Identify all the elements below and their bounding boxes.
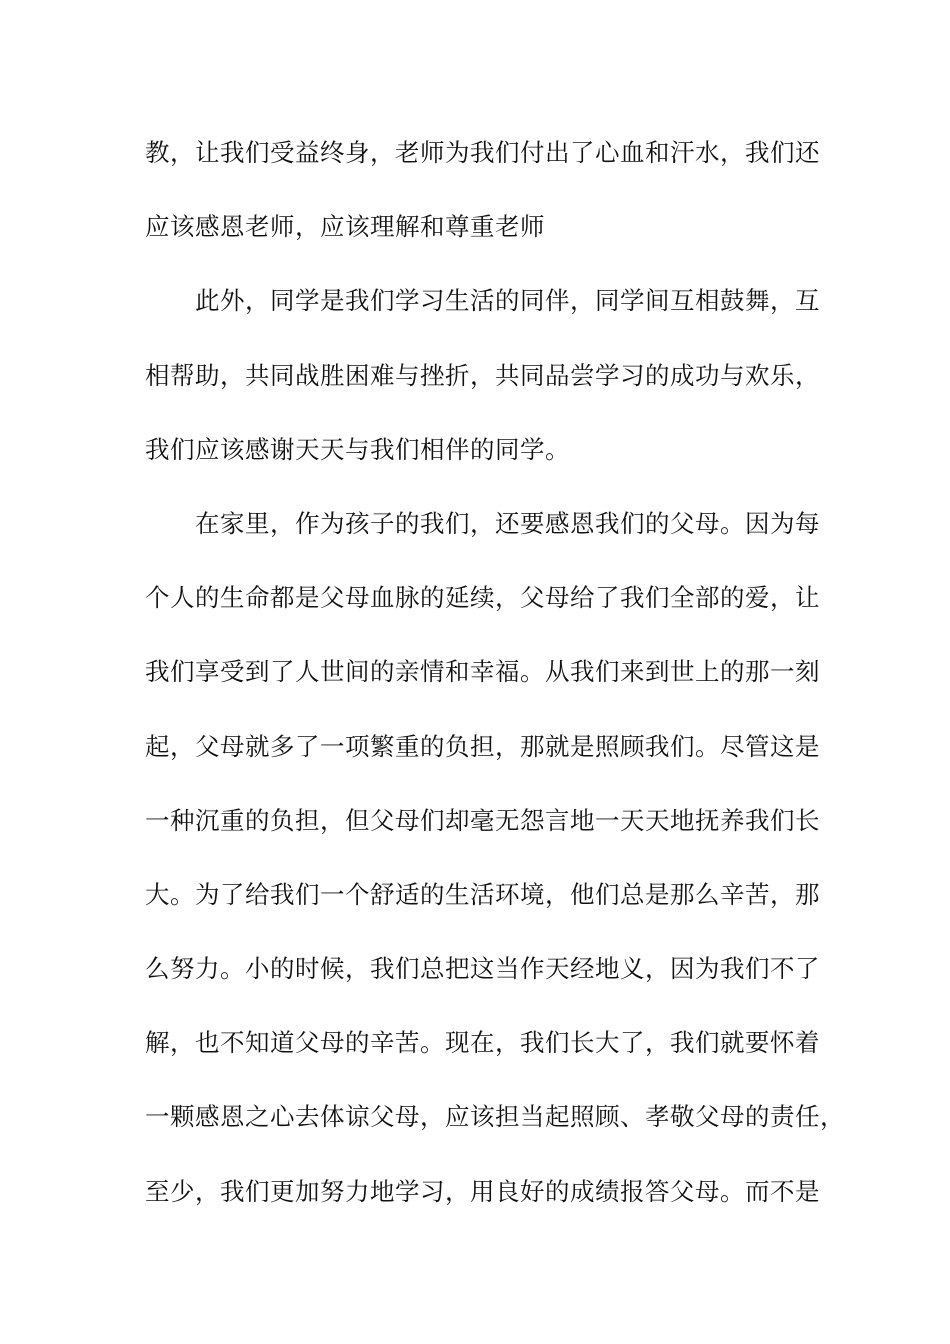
text-line: 大。为了给我们一个舒适的生活环境，他们总是那么辛苦，那	[145, 879, 820, 909]
text-line: 么努力。小的时候，我们总把这当作天经地义，因为我们不了	[145, 954, 820, 984]
text-line: 教，让我们受益终身，老师为我们付出了心血和汗水，我们还	[145, 138, 820, 167]
text-line: 至少，我们更加努力地学习，用良好的成绩报答父母。而不是	[145, 1176, 820, 1206]
text-line: 一颗感恩之心去体谅父母，应该担当起照顾、孝敬父母的责任，	[145, 1102, 845, 1132]
text-line: 此外，同学是我们学习生活的同伴，同学间互相鼓舞，互	[145, 286, 820, 316]
text-line: 一种沉重的负担，但父母们却毫无怨言地一天天地抚养我们长	[145, 805, 820, 835]
text-line: 相帮助，共同战胜困难与挫折，共同品尝学习的成功与欢乐，	[145, 360, 820, 390]
text-line: 个人的生命都是父母血脉的延续，父母给了我们全部的爱，让	[145, 583, 820, 613]
text-line: 解，也不知道父母的辛苦。现在，我们长大了，我们就要怀着	[145, 1028, 820, 1058]
text-line: 起，父母就多了一项繁重的负担，那就是照顾我们。尽管这是	[145, 731, 820, 761]
text-line: 我们享受到了人世间的亲情和幸福。从我们来到世上的那一刻	[145, 657, 820, 687]
text-line: 在家里，作为孩子的我们，还要感恩我们的父母。因为每	[145, 508, 820, 538]
body-text	[145, 127, 845, 1240]
text-line: 我们应该感谢天天与我们相伴的同学。	[145, 434, 570, 464]
text-line: 应该感恩老师，应该理解和尊重老师	[145, 212, 545, 242]
